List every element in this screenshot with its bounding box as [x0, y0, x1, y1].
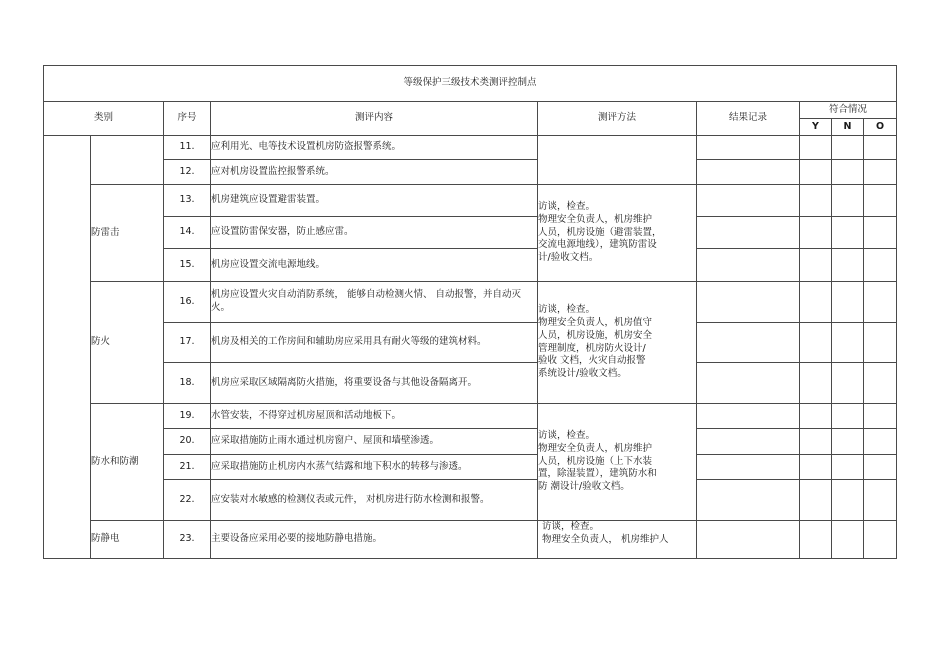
result-cell[interactable] [697, 249, 800, 282]
table-row [44, 160, 897, 185]
header-compliance: 符合情况 [800, 102, 897, 119]
content-cell: 机房及相关的工作房间和辅助房应采用具有耐火等级的建筑材料。 [211, 323, 538, 363]
o-cell[interactable] [864, 429, 897, 455]
method-line: 访谈，检查。 [538, 429, 596, 441]
o-cell[interactable] [864, 404, 897, 429]
table-row [44, 480, 897, 521]
header-content: 测评内容 [211, 102, 538, 136]
method-line: 访谈，检查。 [538, 200, 596, 212]
result-cell[interactable] [697, 480, 800, 521]
table-row [44, 429, 897, 455]
content-cell: 应采取措施防止雨水通过机房窗户、屋顶和墙壁渗透。 [211, 429, 538, 455]
category-cell: 防火 [91, 282, 164, 404]
result-cell[interactable] [697, 363, 800, 404]
seq-cell: 17. [164, 323, 211, 363]
method-cell [538, 282, 697, 404]
content-cell: 应安装对水敏感的检测仪表或元件， 对机房进行防水检测和报警。 [211, 480, 538, 521]
seq-cell: 16. [164, 282, 211, 323]
result-cell[interactable] [697, 404, 800, 429]
o-cell[interactable] [864, 217, 897, 249]
seq-cell: 23. [164, 521, 211, 559]
table-row [44, 455, 897, 480]
header-seq: 序号 [164, 102, 211, 136]
table-row [44, 363, 897, 404]
y-cell[interactable] [800, 136, 832, 160]
header-category: 类别 [44, 102, 164, 136]
y-cell[interactable] [800, 455, 832, 480]
y-cell[interactable] [800, 480, 832, 521]
table-row [44, 185, 897, 217]
n-cell[interactable] [832, 455, 864, 480]
table-row [44, 282, 897, 323]
o-cell[interactable] [864, 521, 897, 559]
method-line: 人员，机房设施（避雷装置， [538, 226, 662, 238]
content-cell: 应利用光、电等技术设置机房防盗报警系统。 [211, 136, 538, 160]
table-row [44, 136, 897, 160]
n-cell[interactable] [832, 521, 864, 559]
seq-cell: 15. [164, 249, 211, 282]
content-cell: 机房应设置火灾自动消防系统， 能够自动检测火情、 自动报警，并自动灭火。 [211, 282, 538, 323]
seq-cell: 20. [164, 429, 211, 455]
o-cell[interactable] [864, 136, 897, 160]
seq-cell: 12. [164, 160, 211, 185]
y-cell[interactable] [800, 404, 832, 429]
table-row [44, 521, 897, 559]
method-line: 物理安全负责人，机房维护 [538, 442, 653, 454]
seq-cell: 22. [164, 480, 211, 521]
content-cell: 机房建筑应设置避雷装置。 [211, 185, 538, 217]
category-cell: 防静电 [91, 521, 164, 559]
header-n: N [832, 119, 864, 136]
n-cell[interactable] [832, 480, 864, 521]
seq-cell: 21. [164, 455, 211, 480]
y-cell[interactable] [800, 282, 832, 323]
o-cell[interactable] [864, 282, 897, 323]
y-cell[interactable] [800, 185, 832, 217]
header-o: O [864, 119, 897, 136]
seq-cell: 18. [164, 363, 211, 404]
method-cell [538, 136, 697, 185]
result-cell[interactable] [697, 455, 800, 480]
category-cell: 防水和防潮 [91, 404, 164, 521]
method-cell [538, 404, 697, 521]
method-line: 物理安全负责人， 机房维护人 [542, 533, 669, 545]
method-line: 交流电源地线），建筑防雷设 [538, 239, 657, 251]
content-cell: 主要设备应采用必要的接地防静电措施。 [211, 521, 538, 559]
outer-category-cell [44, 136, 91, 559]
method-line: 人员，机房设施，机房安全 [538, 329, 653, 341]
table-row [44, 217, 897, 249]
n-cell[interactable] [832, 136, 864, 160]
table-row [44, 249, 897, 282]
seq-cell: 11. [164, 136, 211, 160]
table-row [44, 323, 897, 363]
n-cell[interactable] [832, 185, 864, 217]
o-cell[interactable] [864, 323, 897, 363]
content-cell: 机房应采取区域隔离防火措施，将重要设备与其他设备隔离开。 [211, 363, 538, 404]
method-line: 人员，机房设施（上下水装 [538, 455, 653, 467]
method-cell [538, 185, 697, 282]
n-cell[interactable] [832, 160, 864, 185]
y-cell[interactable] [800, 521, 832, 559]
content-cell: 应设置防雷保安器，防止感应雷。 [211, 217, 538, 249]
o-cell[interactable] [864, 480, 897, 521]
n-cell[interactable] [832, 363, 864, 404]
evaluation-table [43, 65, 897, 559]
n-cell[interactable] [832, 249, 864, 282]
header-result: 结果记录 [697, 102, 800, 136]
o-cell[interactable] [864, 249, 897, 282]
content-cell: 应对机房设置监控报警系统。 [211, 160, 538, 185]
table-row [44, 404, 897, 429]
method-line: 置，除湿装置），建筑防水和 [538, 468, 657, 480]
y-cell[interactable] [800, 323, 832, 363]
result-cell[interactable] [697, 217, 800, 249]
content-cell: 水管安装，不得穿过机房屋顶和活动地板下。 [211, 404, 538, 429]
method-line: 管理制度，机房防火设计/ [538, 342, 646, 354]
method-line: 系统设计/验收文档。 [538, 368, 627, 380]
o-cell[interactable] [864, 185, 897, 217]
y-cell[interactable] [800, 217, 832, 249]
method-line: 物理安全负责人，机房维护 [538, 213, 653, 225]
y-cell[interactable] [800, 249, 832, 282]
category-cell: 防雷击 [91, 185, 164, 282]
result-cell[interactable] [697, 160, 800, 185]
seq-cell: 19. [164, 404, 211, 429]
method-line: 物理安全负责人，机房值守 [538, 316, 653, 328]
n-cell[interactable] [832, 404, 864, 429]
n-cell[interactable] [832, 282, 864, 323]
result-cell[interactable] [697, 282, 800, 323]
y-cell[interactable] [800, 160, 832, 185]
method-line: 访谈，检查。 [538, 304, 596, 316]
o-cell[interactable] [864, 363, 897, 404]
n-cell[interactable] [832, 323, 864, 363]
content-cell: 应采取措施防止机房内水蒸气结露和地下积水的转移与渗透。 [211, 455, 538, 480]
result-cell[interactable] [697, 323, 800, 363]
result-cell[interactable] [697, 521, 800, 559]
result-cell[interactable] [697, 185, 800, 217]
o-cell[interactable] [864, 160, 897, 185]
method-line: 访谈，检查。 [542, 521, 600, 532]
method-cell [538, 521, 697, 559]
o-cell[interactable] [864, 455, 897, 480]
header-y: Y [800, 119, 832, 136]
result-cell[interactable] [697, 136, 800, 160]
result-cell[interactable] [697, 429, 800, 455]
n-cell[interactable] [832, 429, 864, 455]
seq-cell: 13. [164, 185, 211, 217]
y-cell[interactable] [800, 429, 832, 455]
category-cell [91, 136, 164, 185]
content-cell: 机房应设置交流电源地线。 [211, 249, 538, 282]
y-cell[interactable] [800, 363, 832, 404]
method-line: 验收 文档，火灾自动报警 [538, 355, 646, 367]
method-line: 防 潮设计/验收文档。 [538, 481, 630, 493]
method-line: 计/验收文档。 [538, 252, 599, 264]
table-title: 等级保护三级技术类测评控制点 [44, 66, 897, 102]
header-method: 测评方法 [538, 102, 697, 136]
n-cell[interactable] [832, 217, 864, 249]
seq-cell: 14. [164, 217, 211, 249]
